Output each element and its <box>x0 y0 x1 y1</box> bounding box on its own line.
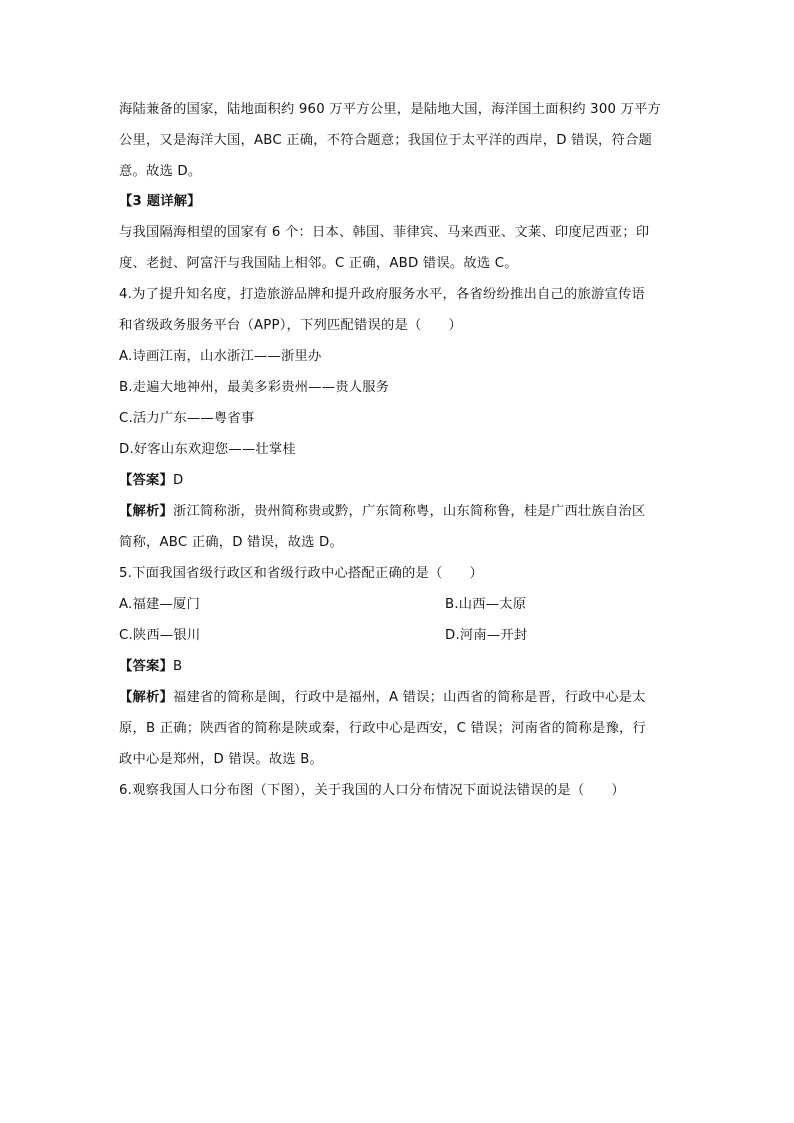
analysis-label: 【解析】 <box>119 504 173 519</box>
answer-value: D <box>173 473 184 488</box>
option-c: C.陕西—银川 <box>119 628 201 643</box>
option-c: C.活力广东——粤省事 <box>119 411 255 426</box>
section-heading: 【3 题详解】 <box>119 194 201 209</box>
option-a: A.福建—厦门 <box>119 597 200 612</box>
question-stem: 5.下面我国省级行政区和省级行政中心搭配正确的是（ ） <box>119 566 484 581</box>
paragraph-line: 原，B 正确；陕西省的简称是陕或秦，行政中心是西安，C 错误；河南省的简称是豫，行 <box>119 721 647 736</box>
analysis-line <box>119 688 646 708</box>
question-stem: 4.为了提升知名度，打造旅游品牌和提升政府服务水平，各省纷纷推出自己的旅游宣传语 <box>119 287 645 302</box>
paragraph-line: 简称，ABC 正确，D 错误，故选 D。 <box>119 535 343 550</box>
answer-label: 【答案】 <box>119 473 173 488</box>
option-d: D.好客山东欢迎您——壮掌桂 <box>119 442 296 457</box>
option-b: B.山西—太原 <box>445 597 527 612</box>
paragraph-line: 海陆兼备的国家，陆地面积约 960 万平方公里，是陆地大国，海洋国土面积约 300 万平方 <box>119 102 662 117</box>
paragraph-line: 公里，又是海洋大国，ABC 正确，不符合题意；我国位于太平洋的西岸，D 错误，符合题 <box>119 133 653 148</box>
option-d: D.河南—开封 <box>445 628 528 643</box>
paragraph-line: 度、老挝、阿富汗与我国陆上相邻。C 正确，ABD 错误。故选 C。 <box>119 256 518 271</box>
question-stem: 6.观察我国人口分布图（下图），关于我国的人口分布情况下面说法错误的是（ ） <box>119 783 625 798</box>
paragraph-line: 政中心是郑州，D 错误。故选 B。 <box>119 752 324 767</box>
paragraph-line: 意。故选 D。 <box>119 164 202 179</box>
question-stem: 和省级政务服务平台（APP），下列匹配错误的是（ ） <box>119 318 463 333</box>
option-a: A.诗画江南，山水浙江——浙里办 <box>119 349 322 364</box>
answer-label: 【答案】 <box>119 659 173 674</box>
option-b: B.走遍大地神州，最美多彩贵州——贵人服务 <box>119 380 390 395</box>
answer-line <box>119 657 182 677</box>
paragraph-line: 与我国隔海相望的国家有 6 个：日本、韩国、菲律宾、马来西亚、文莱、印度尼西亚；印 <box>119 225 650 240</box>
analysis-label: 【解析】 <box>119 690 173 705</box>
answer-value: B <box>173 659 183 674</box>
analysis-line <box>119 502 645 522</box>
answer-line <box>119 471 183 491</box>
analysis-text: 浙江简称浙，贵州简称贵或黔，广东简称粤，山东简称鲁，桂是广西壮族自治区 <box>173 504 646 519</box>
analysis-text: 福建省的简称是闽，行政中是福州，A 错误；山西省的简称是晋，行政中心是太 <box>173 690 646 705</box>
